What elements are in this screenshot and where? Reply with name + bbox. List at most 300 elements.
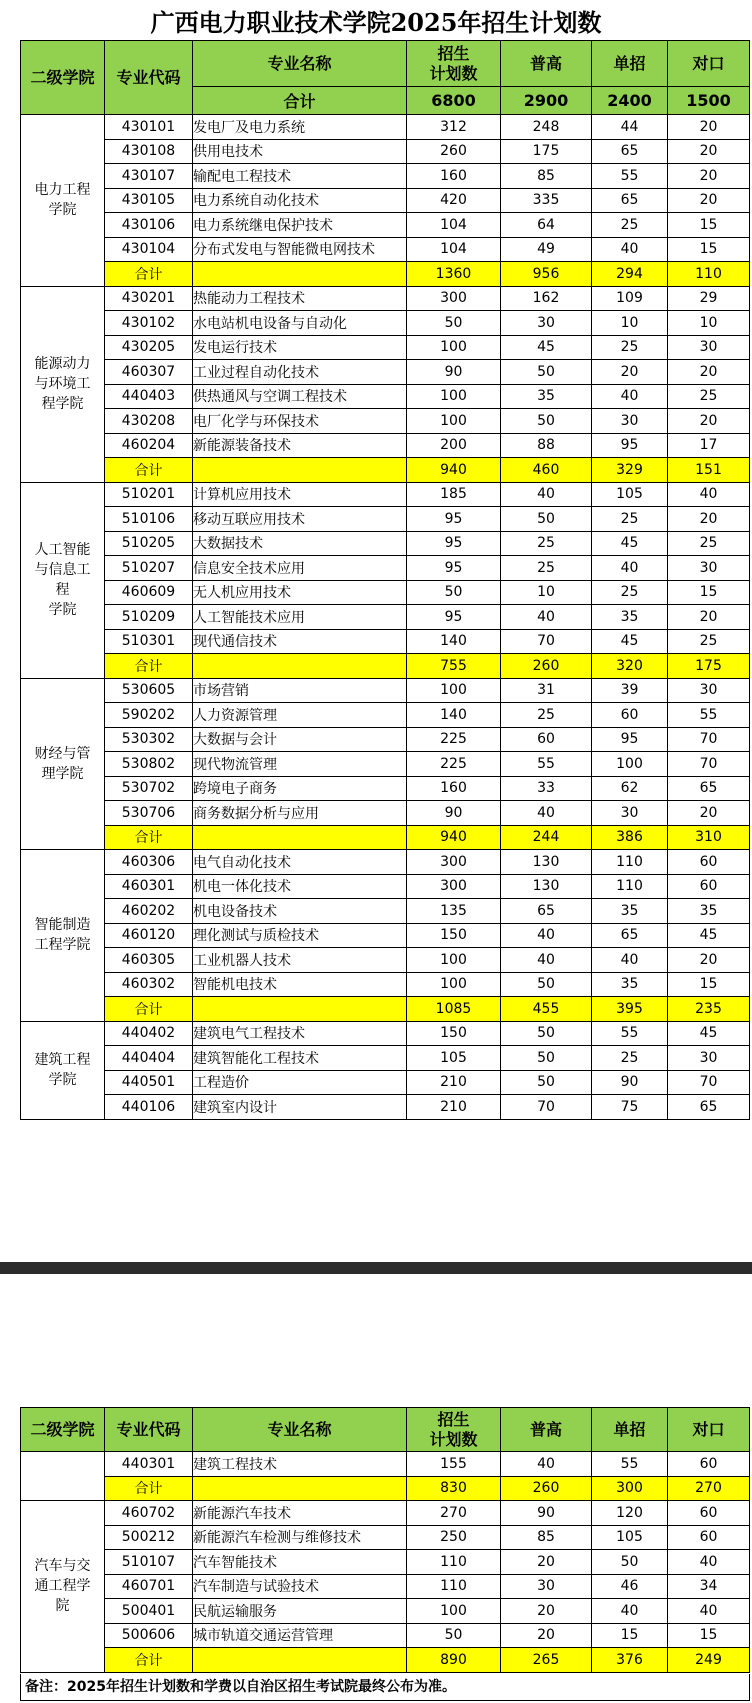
major-code: 510201: [105, 482, 193, 507]
subtotal-blank: [193, 997, 407, 1022]
general-count: 40: [501, 1452, 592, 1477]
major-code: 440106: [105, 1095, 193, 1120]
single-count: 40: [592, 556, 668, 581]
general-count: 30: [501, 311, 592, 336]
header-single: 单招: [592, 41, 668, 87]
plan-count: 100: [407, 384, 501, 409]
header-college: 二级学院: [21, 1408, 105, 1452]
vocational-count: 15: [668, 213, 750, 238]
plan-count: 95: [407, 556, 501, 581]
plan-count: 110: [407, 1550, 501, 1575]
enrollment-table-part-2: [20, 1407, 750, 1673]
subtotal-row: [21, 1476, 750, 1501]
major-name: 城市轨道交通运营管理: [193, 1623, 407, 1648]
major-code: 510209: [105, 605, 193, 630]
general-count: 55: [501, 752, 592, 777]
subtotal-plan: 940: [407, 458, 501, 483]
table-row: [21, 237, 750, 262]
single-count: 95: [592, 433, 668, 458]
vocational-count: 20: [668, 115, 750, 140]
major-name: 电力系统继电保护技术: [193, 213, 407, 238]
table-row: [21, 433, 750, 458]
subtotal-row: [21, 654, 750, 679]
general-count: 31: [501, 678, 592, 703]
single-count: 25: [592, 1046, 668, 1071]
college-name: 财经与管 理学院: [21, 678, 105, 850]
major-code: 510106: [105, 507, 193, 532]
major-name: 新能源汽车检测与维修技术: [193, 1525, 407, 1550]
plan-count: 225: [407, 727, 501, 752]
plan-count: 160: [407, 164, 501, 189]
general-count: 88: [501, 433, 592, 458]
major-name: 跨境电子商务: [193, 776, 407, 801]
single-count: 40: [592, 384, 668, 409]
general-count: 25: [501, 556, 592, 581]
general-count: 50: [501, 409, 592, 434]
table-row: [21, 311, 750, 336]
major-name: 机电设备技术: [193, 899, 407, 924]
subtotal-blank: [193, 1476, 407, 1501]
header-name: 专业名称: [193, 41, 407, 87]
table-row: [21, 605, 750, 630]
plan-count: 210: [407, 1070, 501, 1095]
major-name: 发电厂及电力系统: [193, 115, 407, 140]
header-vocational: 对口: [668, 41, 750, 87]
major-code: 530706: [105, 801, 193, 826]
major-code: 500401: [105, 1599, 193, 1624]
subtotal-single: 386: [592, 825, 668, 850]
single-count: 90: [592, 1070, 668, 1095]
general-count: 85: [501, 164, 592, 189]
subtotal-single: 294: [592, 262, 668, 287]
major-code: 430205: [105, 335, 193, 360]
subtotal-general: 956: [501, 262, 592, 287]
major-code: 460204: [105, 433, 193, 458]
single-count: 40: [592, 237, 668, 262]
vocational-count: 15: [668, 237, 750, 262]
single-count: 30: [592, 801, 668, 826]
major-code: 590202: [105, 703, 193, 728]
major-code: 430208: [105, 409, 193, 434]
general-count: 33: [501, 776, 592, 801]
vocational-count: 25: [668, 384, 750, 409]
subtotal-single: 300: [592, 1476, 668, 1501]
plan-count: 100: [407, 972, 501, 997]
vocational-count: 65: [668, 1095, 750, 1120]
major-name: 水电站机电设备与自动化: [193, 311, 407, 336]
major-code: 440402: [105, 1021, 193, 1046]
vocational-count: 15: [668, 972, 750, 997]
subtotal-plan: 755: [407, 654, 501, 679]
major-code: 460301: [105, 874, 193, 899]
major-code: 440501: [105, 1070, 193, 1095]
single-count: 25: [592, 580, 668, 605]
header-general: 普高: [501, 41, 592, 87]
table-row: [21, 139, 750, 164]
major-name: 商务数据分析与应用: [193, 801, 407, 826]
single-count: 25: [592, 335, 668, 360]
subtotal-row: [21, 458, 750, 483]
major-code: 510205: [105, 531, 193, 556]
plan-count: 150: [407, 1021, 501, 1046]
major-name: 热能动力工程技术: [193, 286, 407, 311]
table-row: [21, 1501, 750, 1526]
major-code: 530605: [105, 678, 193, 703]
single-count: 46: [592, 1574, 668, 1599]
major-name: 理化测试与质检技术: [193, 923, 407, 948]
general-count: 50: [501, 1070, 592, 1095]
vocational-count: 70: [668, 727, 750, 752]
major-name: 工业机器人技术: [193, 948, 407, 973]
major-name: 汽车智能技术: [193, 1550, 407, 1575]
vocational-count: 25: [668, 531, 750, 556]
table-row: [21, 752, 750, 777]
college-name: 能源动力 与环境工 程学院: [21, 286, 105, 482]
major-code: 460307: [105, 360, 193, 385]
major-name: 供用电技术: [193, 139, 407, 164]
plan-count: 155: [407, 1452, 501, 1477]
vocational-count: 65: [668, 776, 750, 801]
college-name-continued: [21, 1452, 105, 1501]
subtotal-row: [21, 825, 750, 850]
single-count: 75: [592, 1095, 668, 1120]
table-row: [21, 556, 750, 581]
table-row: [21, 629, 750, 654]
general-count: 40: [501, 801, 592, 826]
subtotal-vocational: 175: [668, 654, 750, 679]
grand-total-label: 合计: [193, 87, 407, 115]
college-name: 汽车与交 通工程学 院: [21, 1501, 105, 1673]
general-count: 10: [501, 580, 592, 605]
major-name: 计算机应用技术: [193, 482, 407, 507]
general-count: 35: [501, 384, 592, 409]
table-row: [21, 164, 750, 189]
subtotal-vocational: 110: [668, 262, 750, 287]
table-row: [21, 580, 750, 605]
vocational-count: 10: [668, 311, 750, 336]
vocational-count: 30: [668, 335, 750, 360]
major-name: 人力资源管理: [193, 703, 407, 728]
general-count: 335: [501, 188, 592, 213]
single-count: 39: [592, 678, 668, 703]
subtotal-general: 460: [501, 458, 592, 483]
single-count: 62: [592, 776, 668, 801]
vocational-count: 20: [668, 164, 750, 189]
table-row: [21, 335, 750, 360]
general-count: 50: [501, 507, 592, 532]
major-name: 电气自动化技术: [193, 850, 407, 875]
single-count: 95: [592, 727, 668, 752]
header-vocational: 对口: [668, 1408, 750, 1452]
vocational-count: 55: [668, 703, 750, 728]
vocational-count: 29: [668, 286, 750, 311]
table-row: [21, 727, 750, 752]
major-code: 440301: [105, 1452, 193, 1477]
vocational-count: 15: [668, 580, 750, 605]
plan-count: 260: [407, 139, 501, 164]
footnote: 备注：2025年招生计划数和学费以自治区招生考试院最终公布为准。: [20, 1674, 750, 1701]
major-name: 分布式发电与智能微电网技术: [193, 237, 407, 262]
single-count: 25: [592, 507, 668, 532]
table-row: [21, 1046, 750, 1071]
table-row: [21, 115, 750, 140]
vocational-count: 70: [668, 752, 750, 777]
single-count: 100: [592, 752, 668, 777]
general-count: 20: [501, 1550, 592, 1575]
general-count: 90: [501, 1501, 592, 1526]
general-count: 60: [501, 727, 592, 752]
single-count: 25: [592, 213, 668, 238]
header-code: 专业代码: [105, 1408, 193, 1452]
single-count: 109: [592, 286, 668, 311]
plan-count: 185: [407, 482, 501, 507]
major-code: 500212: [105, 1525, 193, 1550]
plan-count: 50: [407, 580, 501, 605]
major-code: 460701: [105, 1574, 193, 1599]
general-count: 49: [501, 237, 592, 262]
single-count: 45: [592, 629, 668, 654]
plan-count: 150: [407, 923, 501, 948]
plan-count: 95: [407, 605, 501, 630]
college-name: 电力工程 学院: [21, 115, 105, 287]
major-code: 440403: [105, 384, 193, 409]
major-code: 440404: [105, 1046, 193, 1071]
subtotal-plan: 940: [407, 825, 501, 850]
table-row: [21, 874, 750, 899]
table-row: [21, 384, 750, 409]
single-count: 65: [592, 188, 668, 213]
table-row: [21, 899, 750, 924]
single-count: 105: [592, 482, 668, 507]
table-row: [21, 678, 750, 703]
general-count: 40: [501, 948, 592, 973]
subtotal-blank: [193, 654, 407, 679]
single-count: 35: [592, 899, 668, 924]
general-count: 64: [501, 213, 592, 238]
general-count: 65: [501, 899, 592, 924]
vocational-count: 40: [668, 1550, 750, 1575]
major-name: 输配电工程技术: [193, 164, 407, 189]
grand-total-vocational: 1500: [668, 87, 750, 115]
plan-count: 50: [407, 1623, 501, 1648]
plan-count: 140: [407, 703, 501, 728]
plan-count: 300: [407, 286, 501, 311]
vocational-count: 40: [668, 482, 750, 507]
subtotal-label: 合计: [105, 262, 193, 287]
header-college: 二级学院: [21, 41, 105, 115]
major-code: 430104: [105, 237, 193, 262]
plan-count: 90: [407, 801, 501, 826]
major-code: 510107: [105, 1550, 193, 1575]
header-plan: 招生 计划数: [407, 41, 501, 87]
header-general: 普高: [501, 1408, 592, 1452]
plan-count: 270: [407, 1501, 501, 1526]
grand-total-single: 2400: [592, 87, 668, 115]
plan-count: 200: [407, 433, 501, 458]
major-name: 大数据与会计: [193, 727, 407, 752]
college-name: 智能制造 工程学院: [21, 850, 105, 1022]
general-count: 50: [501, 1021, 592, 1046]
table-row: [21, 1574, 750, 1599]
table-row: [21, 1525, 750, 1550]
plan-count: 95: [407, 531, 501, 556]
general-count: 162: [501, 286, 592, 311]
plan-count: 100: [407, 335, 501, 360]
plan-count: 110: [407, 1574, 501, 1599]
table-row: [21, 1599, 750, 1624]
vocational-count: 60: [668, 1525, 750, 1550]
table-row: [21, 188, 750, 213]
major-code: 460306: [105, 850, 193, 875]
plan-count: 160: [407, 776, 501, 801]
vocational-count: 30: [668, 678, 750, 703]
header-plan: 招生 计划数: [407, 1408, 501, 1452]
major-name: 工程造价: [193, 1070, 407, 1095]
subtotal-vocational: 310: [668, 825, 750, 850]
major-code: 460302: [105, 972, 193, 997]
vocational-count: 30: [668, 556, 750, 581]
single-count: 35: [592, 972, 668, 997]
single-count: 40: [592, 1599, 668, 1624]
plan-count: 135: [407, 899, 501, 924]
subtotal-general: 244: [501, 825, 592, 850]
plan-count: 300: [407, 874, 501, 899]
vocational-count: 40: [668, 1599, 750, 1624]
major-code: 460305: [105, 948, 193, 973]
plan-count: 104: [407, 237, 501, 262]
single-count: 110: [592, 850, 668, 875]
vocational-count: 20: [668, 360, 750, 385]
table-row: [21, 703, 750, 728]
vocational-count: 25: [668, 629, 750, 654]
major-name: 人工智能技术应用: [193, 605, 407, 630]
page-divider: [0, 1262, 752, 1274]
plan-count: 100: [407, 678, 501, 703]
single-count: 40: [592, 948, 668, 973]
major-name: 建筑室内设计: [193, 1095, 407, 1120]
plan-count: 50: [407, 311, 501, 336]
plan-count: 104: [407, 213, 501, 238]
vocational-count: 20: [668, 507, 750, 532]
major-code: 430105: [105, 188, 193, 213]
major-name: 市场营销: [193, 678, 407, 703]
major-code: 530802: [105, 752, 193, 777]
vocational-count: 20: [668, 605, 750, 630]
subtotal-row: [21, 997, 750, 1022]
single-count: 60: [592, 703, 668, 728]
general-count: 175: [501, 139, 592, 164]
page-title: 广西电力职业技术学院2025年招生计划数: [150, 8, 602, 37]
general-count: 50: [501, 972, 592, 997]
major-name: 民航运输服务: [193, 1599, 407, 1624]
subtotal-label: 合计: [105, 997, 193, 1022]
major-code: 430101: [105, 115, 193, 140]
general-count: 85: [501, 1525, 592, 1550]
table-row: [21, 923, 750, 948]
major-name: 建筑工程技术: [193, 1452, 407, 1477]
major-code: 530302: [105, 727, 193, 752]
enrollment-table-part-1: [20, 40, 750, 1120]
vocational-count: 45: [668, 1021, 750, 1046]
general-count: 45: [501, 335, 592, 360]
vocational-count: 60: [668, 1452, 750, 1477]
major-code: 510301: [105, 629, 193, 654]
general-count: 40: [501, 923, 592, 948]
table-row: [21, 1070, 750, 1095]
major-code: 510207: [105, 556, 193, 581]
subtotal-label: 合计: [105, 1476, 193, 1501]
table-row: [21, 1623, 750, 1648]
general-count: 70: [501, 1095, 592, 1120]
major-name: 供热通风与空调工程技术: [193, 384, 407, 409]
subtotal-blank: [193, 1648, 407, 1673]
table-row: [21, 850, 750, 875]
subtotal-label: 合计: [105, 825, 193, 850]
table-row: [21, 482, 750, 507]
major-name: 新能源装备技术: [193, 433, 407, 458]
major-name: 无人机应用技术: [193, 580, 407, 605]
single-count: 15: [592, 1623, 668, 1648]
subtotal-vocational: 151: [668, 458, 750, 483]
vocational-count: 17: [668, 433, 750, 458]
major-code: 460609: [105, 580, 193, 605]
major-name: 移动互联应用技术: [193, 507, 407, 532]
table-row: [21, 1550, 750, 1575]
major-name: 现代物流管理: [193, 752, 407, 777]
header-code: 专业代码: [105, 41, 193, 115]
major-name: 电力系统自动化技术: [193, 188, 407, 213]
vocational-count: 20: [668, 188, 750, 213]
single-count: 65: [592, 923, 668, 948]
single-count: 110: [592, 874, 668, 899]
vocational-count: 60: [668, 874, 750, 899]
table-row: [21, 409, 750, 434]
general-count: 130: [501, 874, 592, 899]
subtotal-single: 320: [592, 654, 668, 679]
general-count: 130: [501, 850, 592, 875]
subtotal-label: 合计: [105, 1648, 193, 1673]
general-count: 40: [501, 482, 592, 507]
single-count: 55: [592, 164, 668, 189]
subtotal-general: 260: [501, 1476, 592, 1501]
subtotal-single: 329: [592, 458, 668, 483]
general-count: 50: [501, 1046, 592, 1071]
general-count: 20: [501, 1623, 592, 1648]
single-count: 45: [592, 531, 668, 556]
major-name: 发电运行技术: [193, 335, 407, 360]
vocational-count: 30: [668, 1046, 750, 1071]
subtotal-plan: 1360: [407, 262, 501, 287]
subtotal-blank: [193, 262, 407, 287]
grand-total-general: 2900: [501, 87, 592, 115]
single-count: 44: [592, 115, 668, 140]
plan-count: 95: [407, 507, 501, 532]
general-count: 70: [501, 629, 592, 654]
single-count: 55: [592, 1021, 668, 1046]
single-count: 120: [592, 1501, 668, 1526]
plan-count: 100: [407, 1599, 501, 1624]
plan-count: 90: [407, 360, 501, 385]
table-row: [21, 1452, 750, 1477]
major-code: 460120: [105, 923, 193, 948]
vocational-count: 45: [668, 923, 750, 948]
subtotal-blank: [193, 458, 407, 483]
vocational-count: 70: [668, 1070, 750, 1095]
major-name: 工业过程自动化技术: [193, 360, 407, 385]
major-name: 现代通信技术: [193, 629, 407, 654]
major-name: 建筑智能化工程技术: [193, 1046, 407, 1071]
major-name: 智能机电技术: [193, 972, 407, 997]
